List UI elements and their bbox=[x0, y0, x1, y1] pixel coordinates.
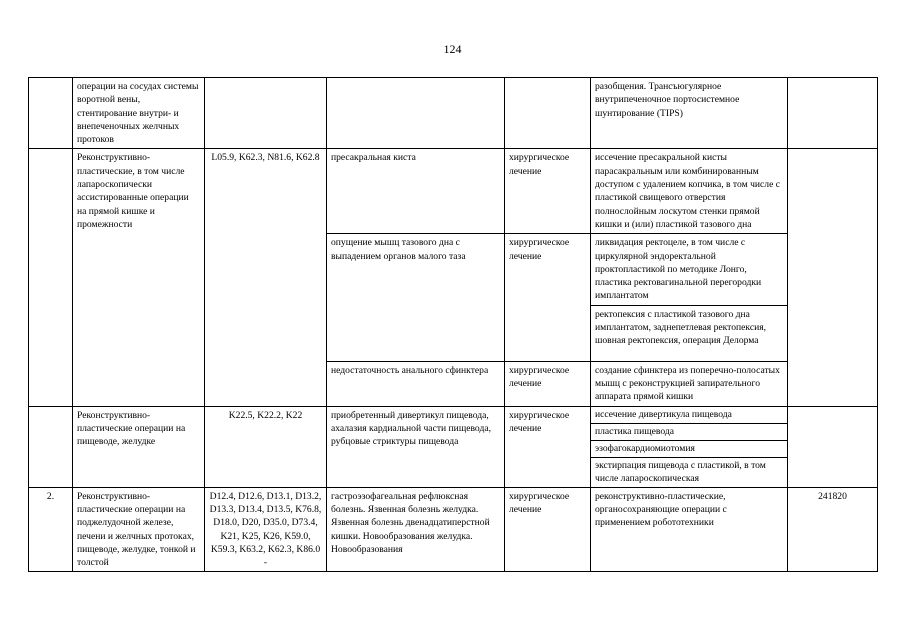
treatment-method: создание сфинктера из поперечно-полосатых мышц с реконструкцией запирательного аппарата прямой кишки bbox=[591, 361, 788, 406]
intervention-name: Реконструктивно-пластические операции на пищеводе, желудке bbox=[73, 406, 205, 487]
treatment-type: хирургическое лечение bbox=[505, 149, 591, 234]
treatment-type: хирургическое лечение bbox=[505, 406, 591, 487]
icd-codes: K22.5, K22.2, K22 bbox=[205, 406, 327, 487]
treatment-method: эзофагокардиомиотомия bbox=[591, 440, 788, 457]
intervention-name: Реконструктивно-пластические, в том числе лапароскопически ассистированные операции на прямой кишке и промежности bbox=[73, 149, 205, 406]
treatment-method: иссечение дивертикула пищевода bbox=[591, 406, 788, 423]
table-row bbox=[29, 149, 878, 234]
patient-model: гастроэзофагеальная рефлюксная болезнь. Язвенная болезнь желудка. Язвенная болезнь двенадцатиперстной кишки. Новообразования желудка. Новообразования bbox=[327, 487, 505, 572]
page-number: 124 bbox=[443, 42, 462, 56]
medical-care-table bbox=[28, 77, 878, 572]
patient-model: недостаточность анального сфинктера bbox=[327, 361, 505, 406]
patient-model: опущение мышц тазового дна с выпадением органов малого таза bbox=[327, 234, 505, 361]
treatment-type: хирургическое лечение bbox=[505, 361, 591, 406]
intervention-name: операции на сосудах системы воротной вены, стентирование внутри- и внепеченочных желчных протоков bbox=[73, 78, 205, 149]
intervention-name: Реконструктивно-пластические операции на поджелудочной железе, печени и желчных протоках, пищеводе, желудке, тонкой и толстой bbox=[73, 487, 205, 572]
treatment-method: реконструктивно-пластические, органосохраняющие операции с применением робототехники bbox=[591, 487, 788, 572]
treatment-type: хирургическое лечение bbox=[505, 487, 591, 572]
icd-codes: D12.4, D12.6, D13.1, D13.2, D13.3, D13.4, D13.5, K76.8, D18.0, D20, D35.0, D73.4, K21, K25, K26, K59.0, K59.3, K63.2, K62.3, K86.0 - bbox=[205, 487, 327, 572]
patient-model: приобретенный дивертикул пищевода, ахалазия кардиальной части пищевода, рубцовые стриктуры пищевода bbox=[327, 406, 505, 487]
cost-value: 241820 bbox=[788, 487, 878, 572]
treatment-method: ректопексия с пластикой тазового дна имплантатом, заднепетлевая ректопексия, шовная ректопексия, операция Делорма bbox=[591, 305, 788, 361]
treatment-method: иссечение пресакральной кисты парасакральным или комбинированным доступом с удалением копчика, в том числе с пластикой свищевого отверстия полнослойным лоскутом стенки прямой кишки и (или) пластикой тазового дна bbox=[591, 149, 788, 234]
treatment-type: хирургическое лечение bbox=[505, 234, 591, 361]
treatment-method: экстирпация пищевода с пластикой, в том числе лапароскопическая bbox=[591, 457, 788, 487]
treatment-method: пластика пищевода bbox=[591, 423, 788, 440]
patient-model: пресакральная киста bbox=[327, 149, 505, 234]
treatment-method: ликвидация ректоцеле, в том числе с циркулярной эндоректальной проктопластикой по методике Лонго, пластика ректовагинальной перегородки имплантатом bbox=[591, 234, 788, 305]
icd-codes: L05.9, K62.3, N81.6, K62.8 bbox=[205, 149, 327, 406]
treatment-method: разобщения. Трансъюгулярное внутрипеченочное портосистемное шунтирование (TIPS) bbox=[591, 78, 788, 149]
row-number: 2. bbox=[29, 487, 73, 572]
table-row bbox=[29, 487, 878, 572]
table-row bbox=[29, 78, 878, 149]
table-row bbox=[29, 406, 878, 423]
